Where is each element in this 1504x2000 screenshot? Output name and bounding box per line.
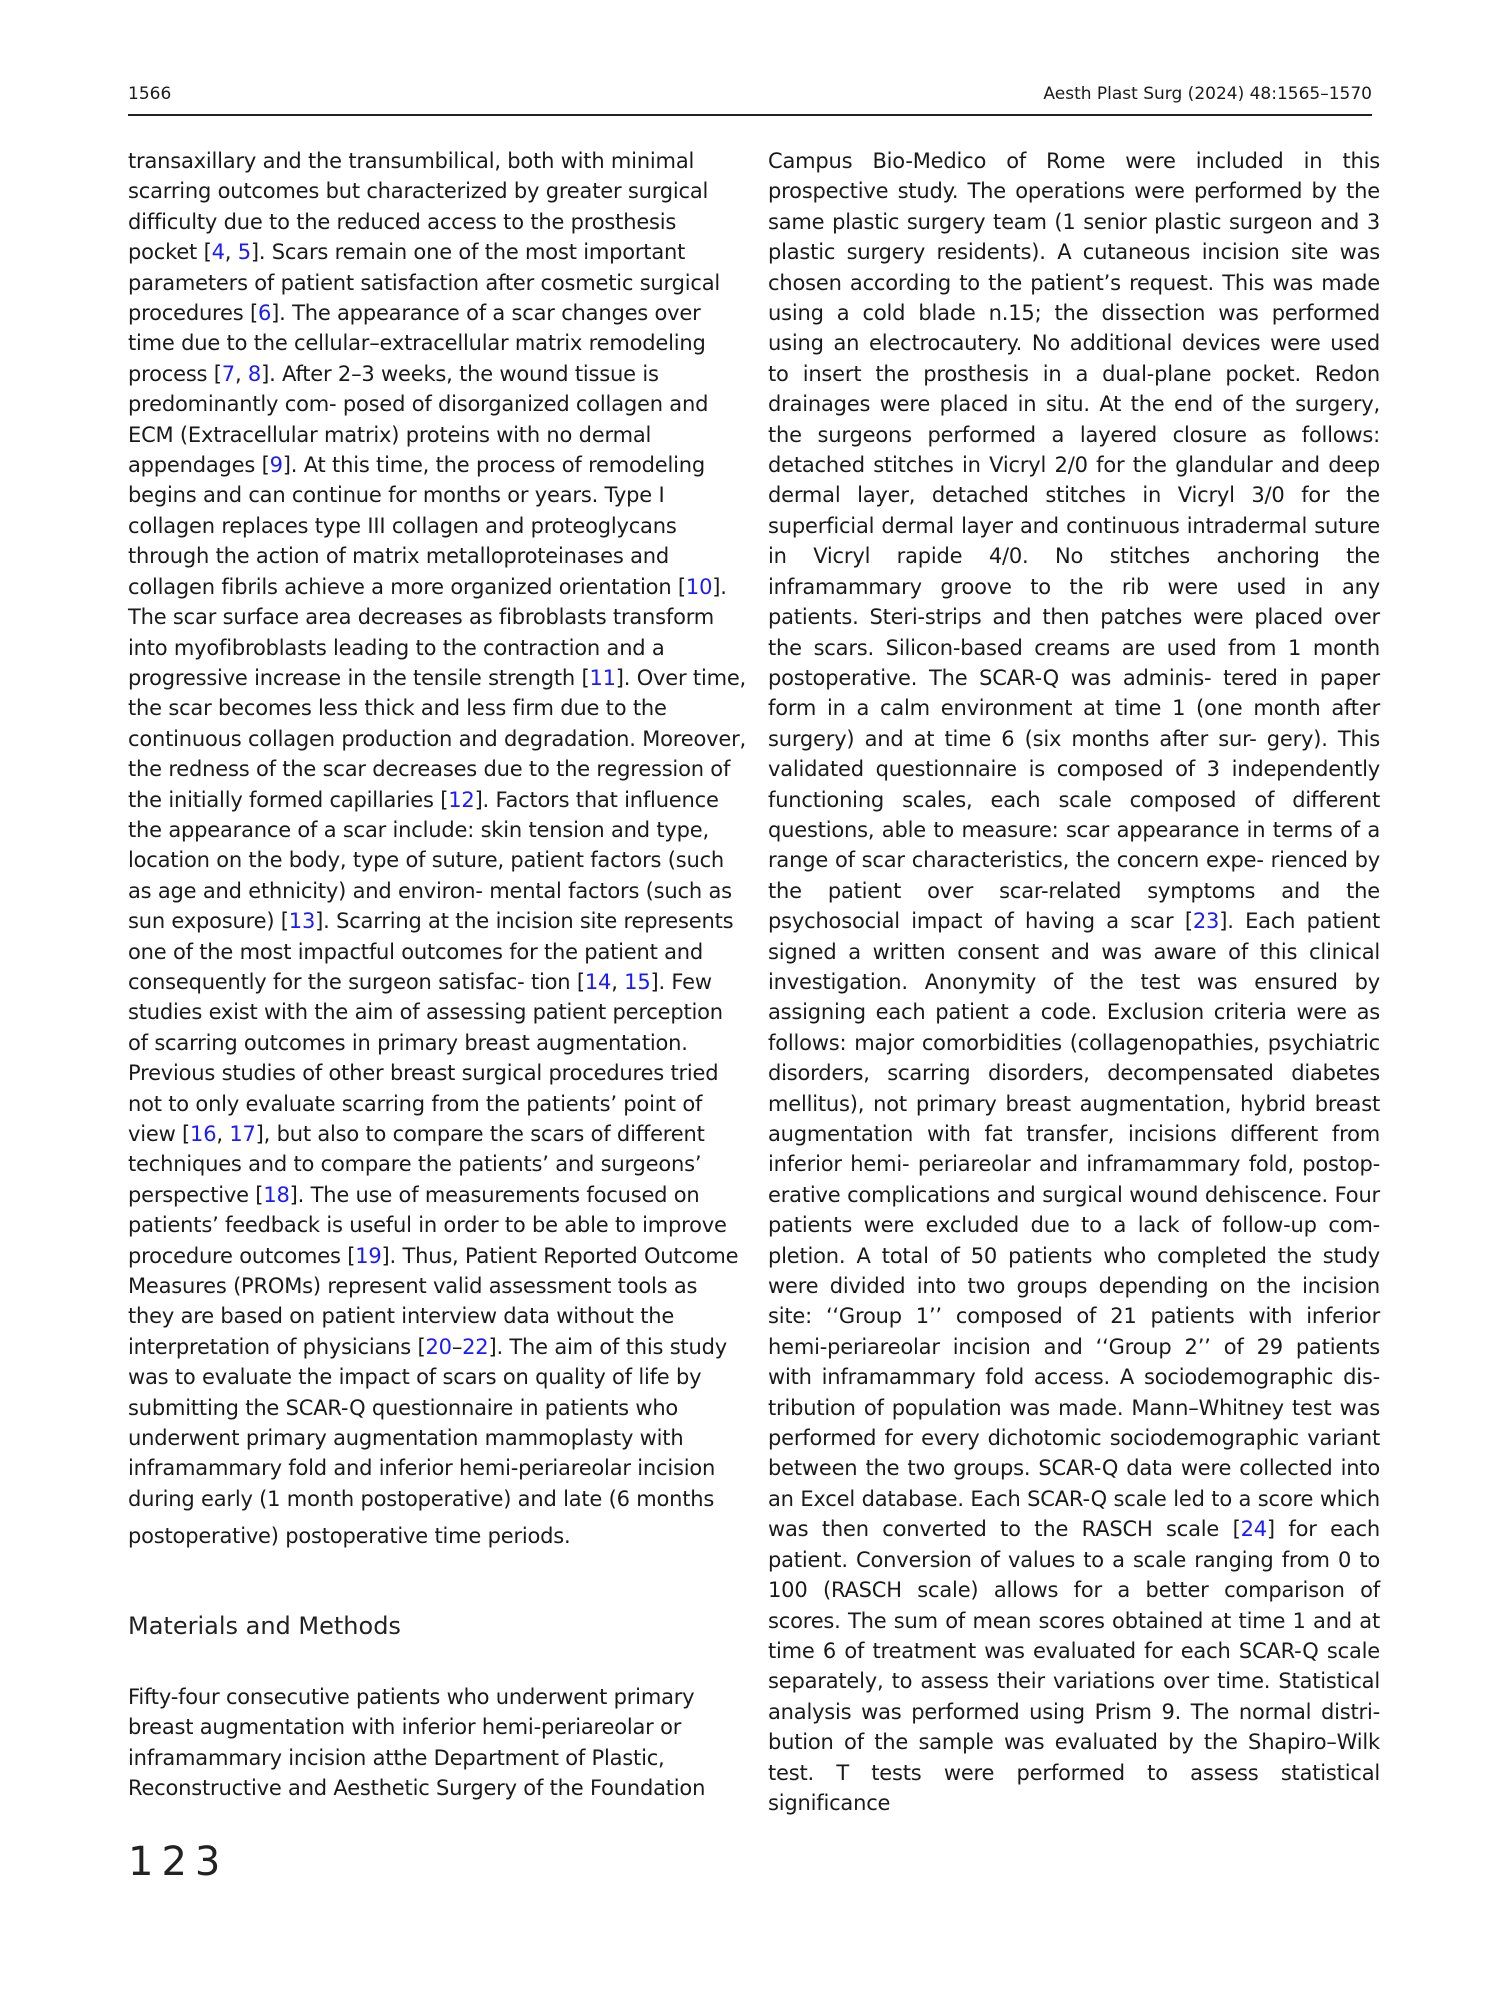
citation-link[interactable]: 16 [190, 1122, 217, 1146]
methods-paragraph: Fifty-four consecutive patients who underwent primary breast augmentation with inferior hemi-periareolar or inframammary incision atthe Department of Plastic, Reconstructive and Aesthetic Surgery of the Foundation [128, 1685, 706, 1801]
left-column [128, 146, 748, 1514]
citation-link[interactable]: 4 [211, 240, 225, 265]
citation-link[interactable]: 17 [229, 1122, 256, 1146]
citation-link[interactable]: 18 [263, 1182, 290, 1207]
right-column [768, 146, 1380, 1818]
citation-link[interactable]: 22 [462, 1334, 489, 1359]
section-title: Materials and Methods [128, 1612, 401, 1640]
page-number: 1566 [128, 84, 172, 104]
citation-link[interactable]: 19 [355, 1243, 382, 1268]
citation-link[interactable]: 5 [237, 240, 251, 265]
publisher-logo: 123 [128, 1839, 229, 1885]
citation-link[interactable]: 12 [448, 787, 475, 812]
citation-link[interactable]: 10 [685, 574, 713, 599]
citation-link[interactable]: 14 [584, 969, 612, 994]
methods-column-start [128, 1682, 748, 1804]
citation-link[interactable]: 11 [589, 665, 616, 690]
citation-link[interactable]: 9 [269, 453, 283, 478]
citation-link[interactable]: 24 [1240, 1517, 1267, 1542]
citation-link[interactable]: 20 [425, 1334, 452, 1359]
running-header [128, 82, 1372, 116]
journal-citation: Aesth Plast Surg (2024) 48:1565–1570 [1043, 84, 1372, 104]
methods-paragraph-continued: Campus Bio-Medico of Rome were included in this prospective study. The operations were performed by the same plastic surgery team (1 senior plastic surgeon and 3 plastic surgery residents). A cutaneous incision site was chosen according to the patient’s request. This was made using a cold blade n.15; the dissection was performed using an electrocautery. No additional devices were used to insert the prosthesis in a dual-plane pocket. Redon drainages were placed in situ. At the end of the surgery, the surgeons performed a layered closure as follows: detached stitches in Vicryl 2/0 for the glandular and deep dermal layer, detached stitches in Vicryl 3/0 for the superficial dermal layer and continuous intradermal suture in Vicryl rapide 4/0. No stitches anchoring the inframammary groove to the rib were used in any patients. Steri-strips and then patches were placed over the scars. Silicon-based creams are used from 1 month postoperative. The SCAR-Q was adminis- tered in paper form in a calm environment at time 1 (one month after surgery) and at time 6 (six months after sur- gery). This validated questionnaire is composed of 3 independently functioning scales, each scale composed of different questions, able to measure: scar appearance in terms of a range of scar characteristics, the concern expe- rienced by the patient over scar-related symptoms and the psychosocial impact of having a scar [23]. Each patient signed a written consent and was aware of this clinical investigation. Anonymity of the test was ensured by assigning each patient a code. Exclusion criteria were as follows: major comorbidities (collagenopathies, psychiatric disorders, scarring disorders, decompensated diabetes mellitus), not primary breast augmentation, hybrid breast augmentation with fat transfer, incisions different from inferior hemi- periareolar and inframammary fold, postop- erative complications and surgical wound dehiscence. Four patients were excluded due to a lack of follow-up com- pletion. A total of 50 patients who completed the study were divided into two groups depending on the incision site: ‘‘Group 1’’ composed of 21 patients with inferior hemi-periareolar incision and ‘‘Group 2’’ of 29 patients with inframammary fold access. A sociodemographic dis- tribution of population was made. Mann–Whitney test was performed for every dichotomic sociodemographic variant between the two groups. SCAR-Q data were collected into an Excel database. Each SCAR-Q scale led to a score which was then converted to the RASCH scale [24] for each patient. Conversion of values to a scale ranging from 0 to 100 (RASCH scale) allows for a better comparison of scores. The sum of mean scores obtained at time 1 and at time 6 of treatment was evaluated for each SCAR-Q scale separately, to assess their variations over time. Statistical analysis was performed using Prism 9. The normal distri- bution of the sample was evaluated by the Shapiro–Wilk test. T tests were performed to assess statistical significance [768, 149, 1380, 1815]
citation-link[interactable]: 15 [624, 969, 651, 994]
intro-continuation: postoperative) postoperative time periods. [128, 1524, 571, 1548]
citation-link[interactable]: 13 [288, 909, 316, 934]
citation-link[interactable]: 23 [1192, 909, 1220, 934]
citation-link[interactable]: 6 [257, 301, 272, 326]
citation-link[interactable]: 7 [221, 361, 235, 386]
intro-paragraph: transaxillary and the transumbilical, both with minimal scarring outcomes but characterized by greater surgical difficulty due to the reduced access to the prosthesis pocket [4, 5]. Scars remain one of the most important parameters of patient satisfaction after cosmetic surgical procedures [6]. The appearance of a scar changes over time due to the cellular–extracellular matrix remodeling process [7, 8]. After 2–3 weeks, the wound tissue is predominantly com- posed of disorganized collagen and ECM (Extracellular matrix) proteins with no dermal appendages [9]. At this time, the process of remodeling begins and can continue for months or years. Type I collagen replaces type III collagen and proteoglycans through the action of matrix metalloproteinases and collagen fibrils achieve a more organized orientation [10]. The scar surface area decreases as fibroblasts transform into myofibroblasts leading to the contraction and a progressive increase in the tensile strength [11]. Over time, the scar becomes less thick and less firm due to the continuous collagen production and degradation. Moreover, the redness of the scar decreases due to the regression of the initially formed capillaries [12]. Factors that influence the appearance of a scar include: skin tension and type, location on the body, type of suture, patient factors (such as age and ethnicity) and environ- mental factors (such as sun exposure) [13]. Scarring at the incision site represents one of the most impactful outcomes for the patient and consequently for the surgeon satisfac- tion [14, 15]. Few studies exist with the aim of assessing patient perception of scarring outcomes in primary breast augmentation. Previous studies of other breast surgical procedures tried not to only evaluate scarring from the patients’ point of view [16, 17], but also to compare the scars of different techniques and to compare the patients’ and surgeons’ perspective [18]. The use of measurements focused on patients’ feedback is useful in order to be able to improve procedure outcomes [19]. Thus, Patient Reported Outcome Measures (PROMs) represent valid assessment tools as they are based on patient interview data without the interpretation of physicians [20–22]. The aim of this study was to evaluate the impact of scars on quality of life by submitting the SCAR-Q questionnaire in patients who underwent primary augmentation mammoplasty with inframammary fold and inferior hemi-periareolar incision during early (1 month postoperative) and late (6 months [128, 149, 747, 1511]
citation-link[interactable]: 8 [247, 361, 262, 386]
